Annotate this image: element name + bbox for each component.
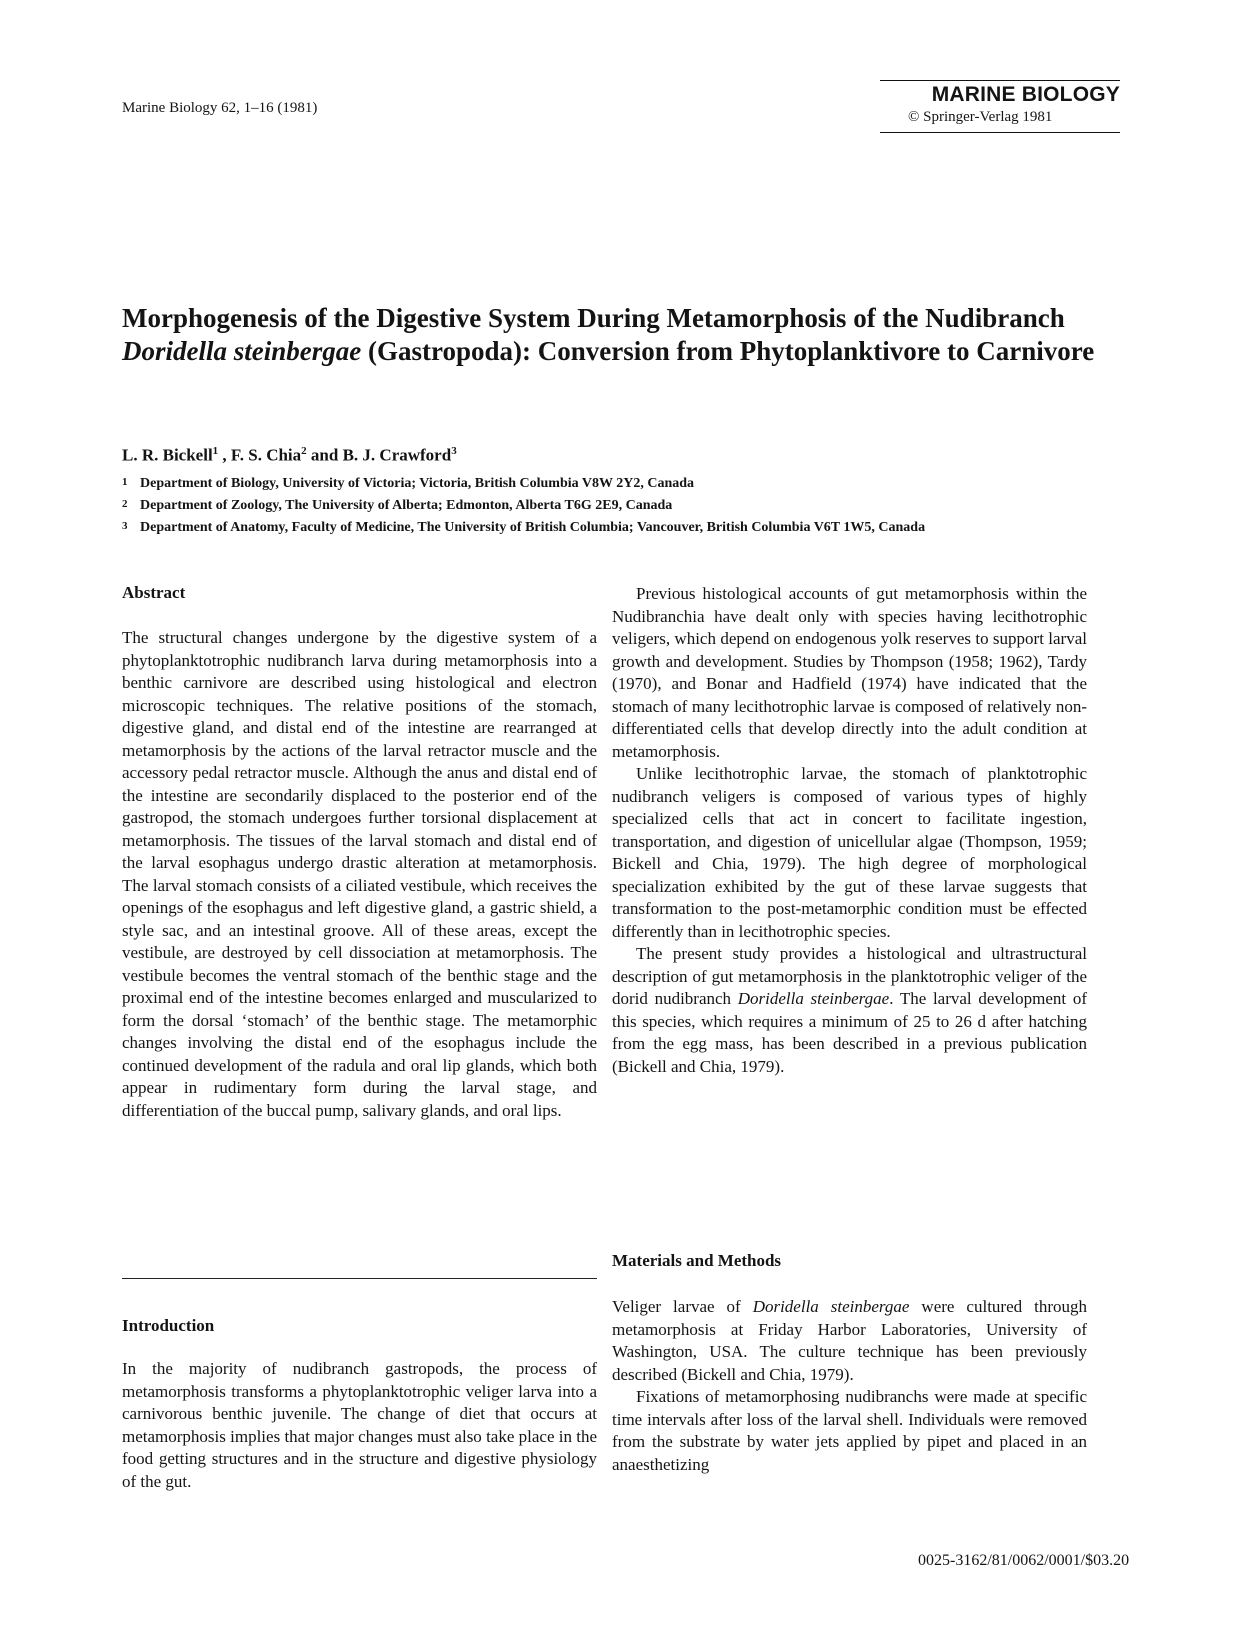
methods-paragraph-2: Fixations of metamorphosing nudibranchs were made at specific time intervals after loss of the larval shell. Individuals were removed from the substrate by water jets applied by pipet and placed in an anaesthetizing (612, 1387, 1087, 1474)
author-1-affiliation-mark: 1 (212, 445, 219, 457)
affiliation-text: Department of Anatomy, Faculty of Medicine, The University of British Columbia; Vancouver, British Columbia V6T 1W5, Canada (140, 520, 926, 535)
introduction-paragraph-4 (612, 943, 1087, 1078)
affiliation-text: Department of Zoology, The University of Alberta; Edmonton, Alberta T6G 2E9, Canada (140, 498, 673, 513)
affiliation-number: 2 (122, 498, 128, 510)
methods-paragraph-1-part-1: Veliger larvae of (612, 1297, 753, 1316)
section-divider (122, 1278, 597, 1279)
methods-species: Doridella steinbergae (752, 1297, 910, 1316)
affiliation-1 (122, 476, 1122, 492)
affiliation-2 (122, 498, 1122, 514)
article-code: 0025-3162/81/0062/0001/$03.20 (918, 1552, 1130, 1569)
affiliation-number: 3 (122, 520, 128, 532)
title-species: Doridella steinbergae (122, 336, 362, 366)
methods-heading: Materials and Methods (612, 1251, 782, 1270)
affiliation-number: 1 (122, 476, 128, 488)
introduction-paragraph-3: Unlike lecithotrophic larvae, the stomach of planktotrophic nudibranch veligers is composed of various types of highly specialized cells that act in concert to facilitate ingestion, transportation, and digestion of unicellular algae (Thompson, 1959; Bickell and Chia, 1979). The high degree of morphological specialization exhibited by the gut of these larvae suggests that transformation to the post-metamorphic condition must be effected differently than in lecithotrophic species. (612, 764, 1087, 941)
journal-masthead (880, 80, 1120, 133)
title-part-2: (Gastropoda): Conversion from Phytoplanktivore to Carnivore (361, 336, 1095, 366)
introduction-paragraph-1: In the majority of nudibranch gastropods, the process of metamorphosis transforms a phytoplanktotrophic veliger larva into a carnivorous benthic juvenile. The change of diet that occurs at metamorphosis implies that major changes must also take place in the food getting structures and in the structure and digestive physiology of the gut. (122, 1359, 597, 1491)
introduction-body-right (612, 583, 1087, 1078)
paragraph-4-part-2: . The larval development of this species, which requires a minimum of 25 to 26 d after hatching from the egg mass, has been described in a previous publication (Bickell and Chia, 1979). (612, 989, 1087, 1076)
author-1: L. R. Bickell (122, 445, 213, 465)
journal-citation: Marine Biology 62, 1–16 (1981) (122, 100, 318, 116)
paragraph-4-species: Doridella steinbergae (737, 989, 890, 1008)
abstract-text: The structural changes undergone by the digestive system of a phytoplanktotrophic nudibranch larva during metamorphosis into a benthic carnivore are described using histological and electron microscopic techniques. The relative positions of the stomach, digestive gland, and distal end of the intestine are rearranged at metamorphosis by the actions of the larval retractor muscle and the accessory pedal retractor muscle. Although the anus and distal end of the intestine are secondarily displaced to the posterior end of the gastropod, the stomach undergoes further torsional displacement at metamorphosis. The tissues of the larval stomach and distal end of the larval esophagus undergo drastic alteration at metamorphosis. The larval stomach consists of a ciliated vestibule, which receives the openings of the esophagus and left digestive gland, a gastric shield, a style sac, and an intestinal groove. All of these areas, except the vestibule, are destroyed by cell dissociation at metamorphosis. The vestibule becomes the ventral stomach of the benthic stage and the proximal end of the intestine becomes enlarged and muscularized to form the dorsal ‘stomach’ of the benthic stage. The metamorphic changes involving the distal end of the esophagus include the continued development of the radula and oral lip glands, which both appear in rudimentary form during the larval stage, and differentiation of the buccal pump, salivary glands, and oral lips. (122, 628, 597, 1120)
title-part-1: Morphogenesis of the Digestive System During Metamorphosis of the Nudibranch (122, 303, 1065, 333)
author-3-affiliation-mark: 3 (451, 445, 457, 457)
author-2: F. S. Chia (230, 445, 302, 465)
author-3: B. J. Crawford (342, 445, 452, 465)
abstract-body (122, 627, 597, 1122)
author-list (122, 445, 457, 466)
paper-title (122, 302, 1122, 368)
methods-body (612, 1296, 1087, 1476)
introduction-paragraph-2: Previous histological accounts of gut metamorphosis within the Nudibranchia have dealt only with species having lecithotrophic veligers, which depend on endogenous yolk reserves to support larval growth and development. Studies by Thompson (1958; 1962), Tardy (1970), and Bonar and Hadfield (1974) have indicated that the stomach of many lecithotrophic larvae is composed of relatively non-differentiated cells that develop directly into the adult condition at metamorphosis. (612, 584, 1087, 761)
author-separator: and (306, 445, 343, 465)
author-separator: , (218, 445, 231, 465)
introduction-heading: Introduction (122, 1316, 215, 1335)
methods-paragraph-1-part-2: were cultured through metamorphosis at Friday Harbor Laboratories, University of Washington, USA. The culture technique has been previously described (Bickell and Chia, 1979). (612, 1297, 1087, 1384)
introduction-body-left (122, 1358, 597, 1493)
author-2-affiliation-mark: 2 (301, 445, 307, 457)
affiliation-3 (122, 520, 1122, 536)
affiliation-text: Department of Biology, University of Victoria; Victoria, British Columbia V8W 2Y2, Canada (140, 476, 695, 491)
abstract-heading: Abstract (122, 583, 186, 602)
methods-paragraph-1 (612, 1296, 1087, 1386)
paragraph-4-part-1: The present study provides a histological and ultrastructural description of gut metamorphosis in the planktotrophic veliger of the dorid nudibranch (612, 944, 1087, 1008)
journal-name: MARINE BIOLOGY (931, 83, 1120, 106)
publisher-copyright: © Springer-Verlag 1981 (908, 109, 1053, 125)
